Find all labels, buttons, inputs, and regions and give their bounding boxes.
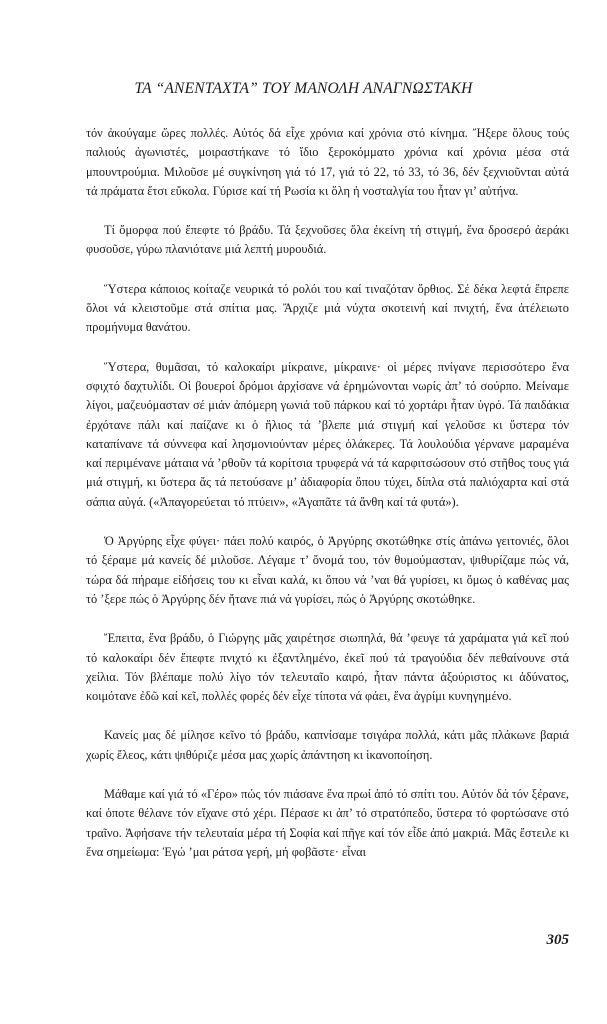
page-number: 305	[546, 932, 569, 948]
paragraph: Μάθαμε καί γιά τό «Γέρο» πώς τόν πιάσανε ἕνα πρωί ἀπό τό σπίτι του. Αὐτόν δά τόν ξέρανε, καί ὁποτε θέλανε τόν εἴχανε στό χέρι. Πέρασε κι ἀπ’ τό στρατόπεδο, ὕστερα τό φορτώσανε στό τραῖνο. Ἀφήσανε τήν τελευταία μέρα τή Σοφία καί πῆγε καί τόν εἶδε ἀπό μακριά. Μᾶς ἔστειλε κι ἕνα σημείωμα: Ἐγώ ’μαι ράτσα γερή, μή φοβᾶστε· εἶναι	[86, 787, 569, 859]
paragraph: Ὕστερα, θυμᾶσαι, τό καλοκαίρι μίκραινε, μίκραινε· οἱ μέρες πνίγανε περισσότερο ἕνα σφιχτό δαχτυλίδι. Οἱ βουεροί δρόμοι ἀρχίσανε νά ἐρημώνονται νωρίς ἀπ’ τό σούρπο. Μείναμε λίγοι, μαζευόμασταν σέ μιάν ἀπόμερη γωνιά τοῦ πάρκου καί τό χορτάρι ἦταν ὑγρό. Τά παιδάκια ἐρχότανε πάλι καί παίζανε κι ὁ ἥλιος τά ’βλεπε μιά στιγμή καί γελοῦσε κι ὕστερα τόν καταπίνανε τά σύννεφα καί λησμονιούνταν μέρες ὁλάκερες. Τά λουλούδια γέρνανε μαραμένα καί περιμένανε μάταια νά ’ρθοῦν τά κορίτσια τρυφερά νά τά καρφιτσώσουν στό στῆθος τους γιά μιά στιγμή, κι ὕστερα ἄς τά πετούσανε μ’ ἀδιαφορία ὅπου τύχει, δίπλα στά παλιόχαρτα καί στά σάπια αὐγά. («Ἀπαγορεύεται τό πτύειν», «Ἀγαπᾶτε τά ἄνθη καί τά φυτά»).	[86, 359, 569, 509]
paragraph: τόν ἀκούγαμε ὥρες πολλές. Αὐτός δά εἶχε χρόνια καί χρόνια στό κίνημα. Ἤξερε ὅλους τούς παλιούς ἀγωνιστές, μοιραστήκανε τό ἴδιο ξεροκόμματο χρόνια καί χρόνια μέσα στά μπουντρούμια. Μιλοῦσε μέ συγκίνηση γιά τό 17, γιά τό 22, τό 33, τό 36, δέν ξεχνιοῦνται αὐτά τά πράματα ἔτσι εὔκολα. Γύρισε καί τή Ρωσία κι ὅλη ἡ νοσταλγία του ἦταν γι’ αὐτήνα.	[86, 126, 569, 198]
body-text	[86, 124, 569, 882]
paragraph: Ὁ Ἀργύρης εἶχε φύγει· πάει πολύ καιρός, ὁ Ἀργύρης σκοτώθηκε στίς ἀπάνω γειτονιές, ὅλοι τό ξέραμε μά κανείς δέ μιλοῦσε. Λέγαμε τ’ ὄνομά του, τόν θυμούμασταν, ψιθυρίζαμε πώς νά, τώρα δά πήραμε εἰδήσεις του κι εἶναι καλά, κι ὅπου νά ’ναι θά γυρίσει, κι ὅμως ὁ καθένας μας τό ’ξερε πώς ὁ Ἀργύρης δέν ἤτανε πιά νά γυρίσει, πώς ὁ Ἀργύρης σκοτώθηκε.	[86, 534, 569, 606]
paragraph: Τί ὄμορφα πού ἔπεφτε τό βράδυ. Τά ξεχνοῦσες ὅλα ἐκείνη τή στιγμή, ἕνα δροσερό ἀεράκι φυσοῦσε, γύρω πλανιότανε μιά λεπτή μυρουδιά.	[86, 223, 569, 257]
paragraph: Ἔπειτα, ἕνα βράδυ, ὁ Γιώργης μᾶς χαιρέτησε σιωπηλά, θά ’φευγε τά χαράματα γιά κεῖ πού τό καλοκαίρι δέν ἔπεφτε πνιχτό κι ἐξαντλημένο, ἐκεῖ πού τά τραγούδια δέν πεθαίνουνε στά χείλια. Τόν βλέπαμε πολύ λίγο τόν τελευταῖο καιρό, ἦταν πάντα ἀξούριστος κι ἀδύνατος, κοιμότανε ἐδῶ καί κεῖ, πολλές φορές δέν εἶχε τίποτα νά φάει, ἕνα ἀγρίμι κυνηγημένο.	[86, 631, 569, 704]
paragraph: Κανείς μας δέ μίλησε κεῖνο τό βράδυ, καπνίσαμε τσιγάρα πολλά, κάτι μᾶς πλάκωνε βαριά χωρίς ἔλεος, κάτι ψιθύριζε μέσα μας χωρίς ἀπάντηση κι ἱκανοποίηση.	[86, 728, 569, 762]
running-title: ΤΑ “ΑΝΕΝΤΑΧΤΑ” ΤΟΥ ΜΑΝΟΛΗ ΑΝΑΓΝΩΣΤΑΚΗ	[134, 80, 473, 97]
paragraph: Ὕστερα κάποιος κοίταζε νευρικά τό ρολόι του καί τιναζόταν ὄρθιος. Σέ δέκα λεφτά ἔπρεπε ὅλοι νά κλειστοῦμε στά σπίτια μας. Ἄρχιζε μιά νύχτα σκοτεινή καί πνιχτή, ἕνα ἀτέλειωτο προμήνυμα θανάτου.	[86, 281, 569, 335]
